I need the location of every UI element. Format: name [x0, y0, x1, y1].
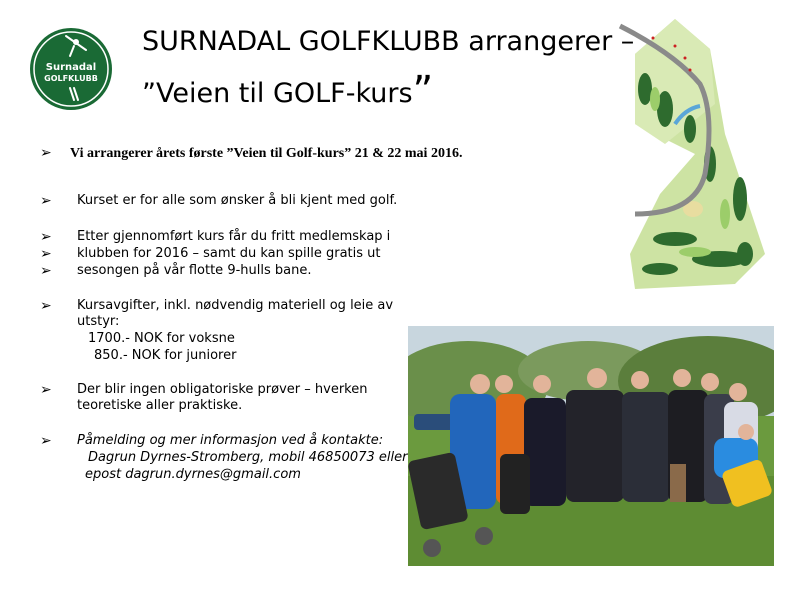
bullet-marker: ➢ [40, 245, 52, 261]
bullet-marker: ➢ [40, 144, 52, 160]
bullet-text: Etter gjennomført kurs får du fritt medlemskap i [77, 229, 391, 244]
price-adults: 1700.- NOK for voksne [88, 331, 235, 346]
subtitle-text: ”Veien til GOLF-kurs [142, 78, 413, 109]
intro-text: Vi arrangerer årets første ”Veien til Golf-kurs” 21 & 22 mai 2016. [70, 146, 463, 161]
contact-heading: Påmelding og mer informasjon ved å kontakte: [77, 433, 384, 448]
golf-course-map-icon [615, 14, 770, 294]
bullet-marker: ➢ [40, 228, 52, 244]
logo-line1: Surnadal [45, 62, 97, 73]
group-photo-icon [408, 326, 774, 566]
page-subtitle [142, 68, 433, 114]
bullet-text: klubben for 2016 – samt du kan spille gratis ut [77, 246, 381, 261]
price-juniors: 850.- NOK for juniorer [94, 348, 237, 363]
bullet-text: Kurset er for alle som ønsker å bli kjent med golf. [77, 193, 398, 208]
logo-line2: GOLFKLUBB [44, 74, 98, 83]
bullet-text: Kursavgifter, inkl. nødvendig materiell og leie av [77, 298, 394, 313]
page-title: SURNADAL GOLFKLUBB arrangerer – [142, 26, 635, 57]
club-logo [30, 28, 112, 110]
golf-course-map [615, 14, 770, 294]
bullet-text: sesongen på vår flotte 9-hulls bane. [77, 263, 312, 278]
bullet-marker: ➢ [40, 262, 52, 278]
group-photo [408, 326, 774, 566]
closing-quote: ” [412, 68, 434, 114]
bullet-marker: ➢ [40, 381, 52, 397]
bullet-text: teoretiske aller praktiske. [77, 398, 243, 413]
bullet-marker: ➢ [40, 432, 52, 448]
contact-name: Dagrun Dyrnes-Stromberg, mobil 46850073 eller [88, 450, 408, 465]
bullet-text: Der blir ingen obligatoriske prøver – hverken [77, 382, 368, 397]
bullet-text: utstyr: [77, 314, 120, 329]
contact-email: epost dagrun.dyrnes@gmail.com [85, 467, 301, 482]
bullet-marker: ➢ [40, 297, 52, 313]
bullet-marker: ➢ [40, 192, 52, 208]
